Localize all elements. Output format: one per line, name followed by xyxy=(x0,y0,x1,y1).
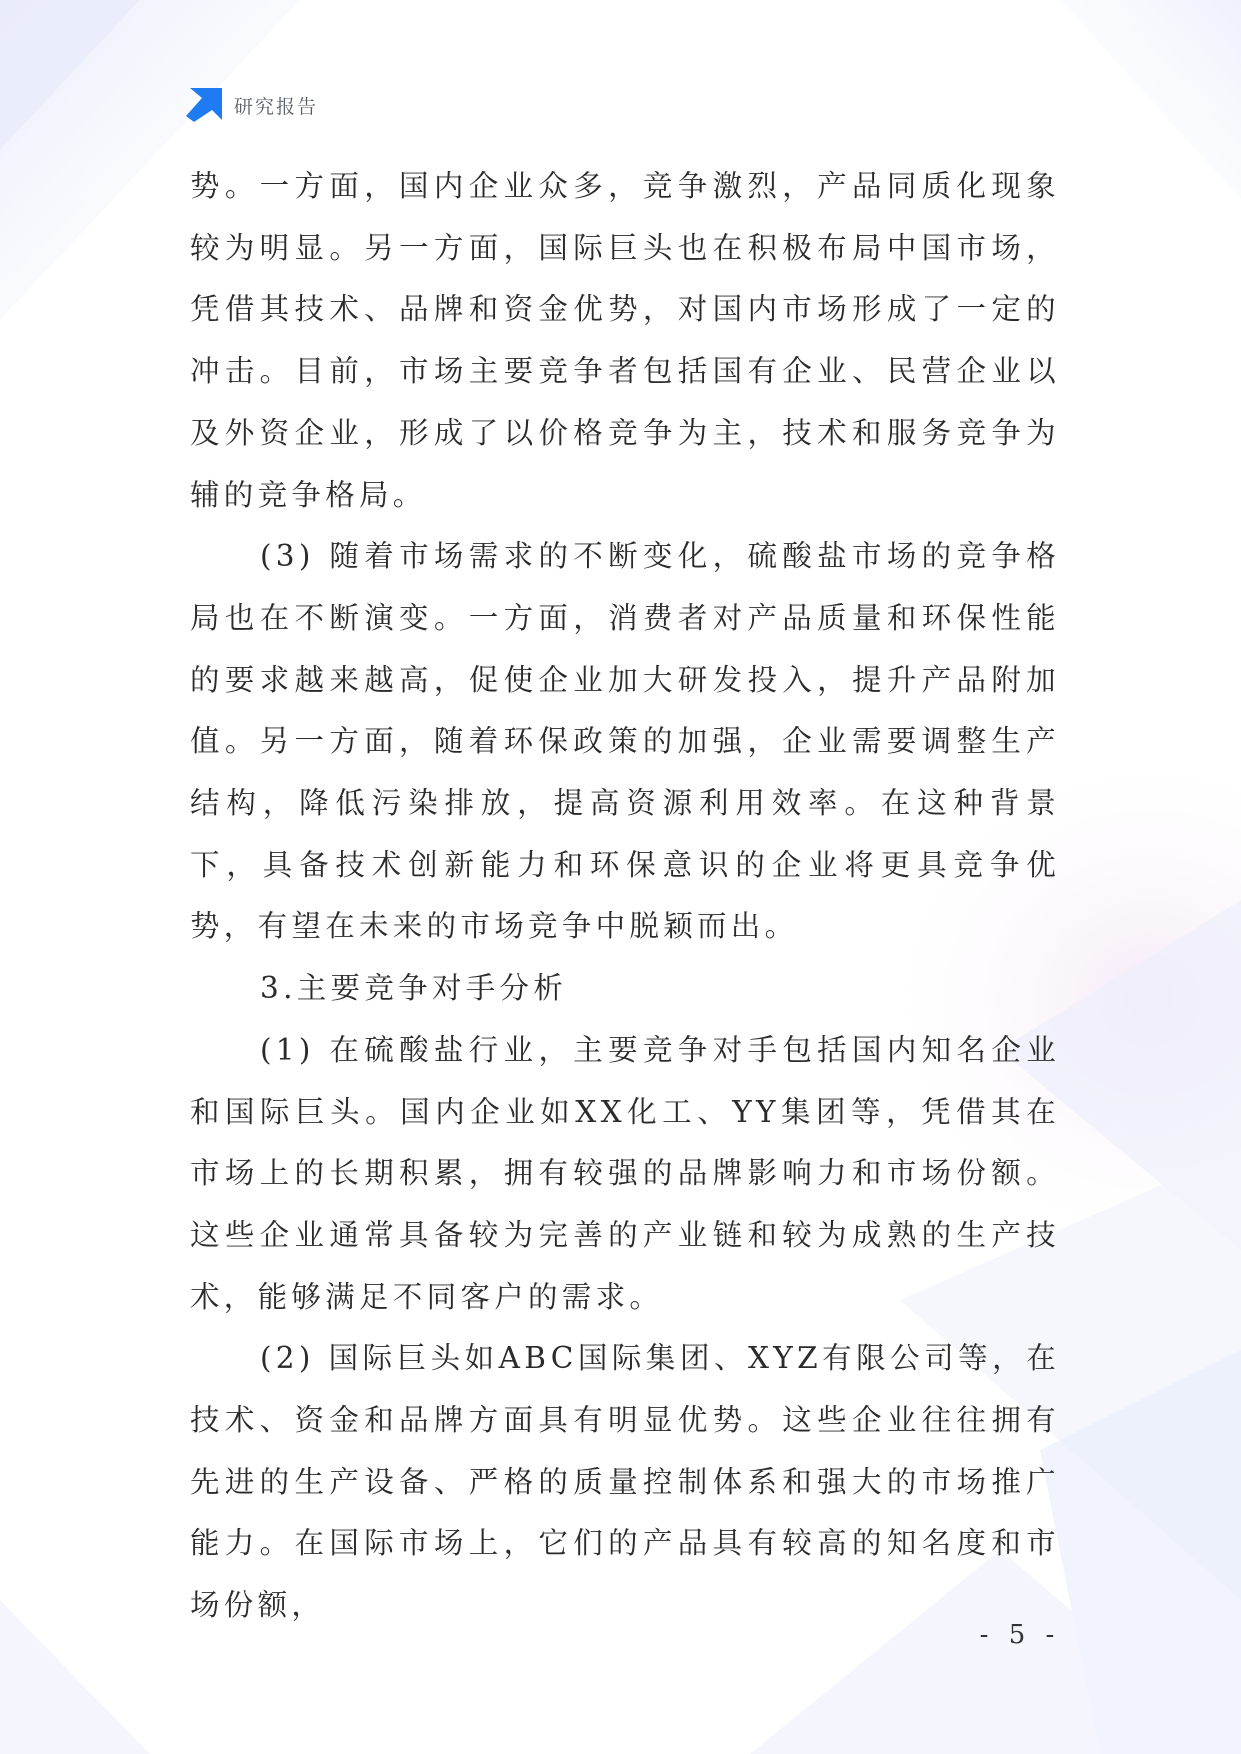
paragraph-item-2: (2) 国际巨头如ABC国际集团、XYZ有限公司等，在技术、资金和品牌方面具有明显优势。这些企业往往拥有先进的生产设备、严格的质量控制体系和强大的市场推广能力。在国际市场上，它们的产品具有较高的知名度和市场份额， xyxy=(190,1341,1060,1623)
section-heading: 3.主要竞争对手分析 xyxy=(260,971,568,1006)
arrow-up-right-icon xyxy=(186,88,222,122)
report-header xyxy=(186,88,318,122)
paragraph-item-1: (1) 在硫酸盐行业，主要竞争对手包括国内知名企业和国际巨头。国内企业如XX化工、YY集团等，凭借其在市场上的长期积累，拥有较强的品牌影响力和市场份额。这些企业通常具备较为完善的产业链和较为成熟的生产技术，能够满足不同客户的需求。 xyxy=(190,1032,1060,1314)
header-title: 研究报告 xyxy=(234,95,319,118)
document-body xyxy=(190,156,1060,1637)
page-number: - 5 - xyxy=(979,1620,1061,1650)
paragraph-continuation: 势。一方面，国内企业众多，竞争激烈，产品同质化现象较为明显。另一方面，国际巨头也在积极布局中国市场，凭借其技术、品牌和资金优势，对国内市场形成了一定的冲击。目前，市场主要竞争者包括国有企业、民营企业以及外资企业，形成了以价格竞争为主，技术和服务竞争为辅的竞争格局。 xyxy=(190,169,1060,512)
paragraph-item-3: (3) 随着市场需求的不断变化，硫酸盐市场的竞争格局也在不断演变。一方面，消费者对产品质量和环保性能的要求越来越高，促使企业加大研发投入，提升产品附加值。另一方面，随着环保政策的加强，企业需要调整生产结构，降低污染排放，提高资源利用效率。在这种背景下，具备技术创新能力和环保意识的企业将更具竞争优势，有望在未来的市场竞争中脱颖而出。 xyxy=(190,539,1060,944)
